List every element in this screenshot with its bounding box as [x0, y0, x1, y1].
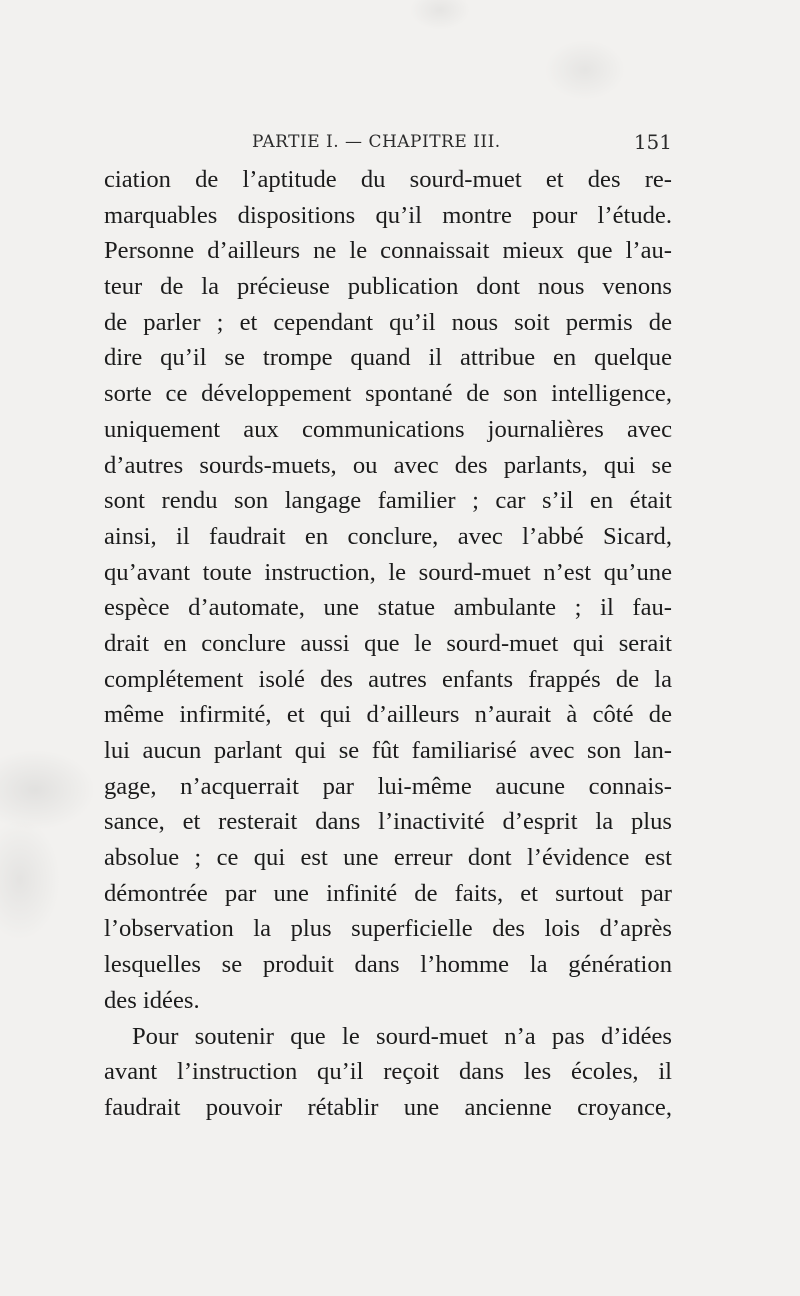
page-number: 151 — [633, 130, 672, 154]
page-header — [104, 128, 672, 158]
text-line: lesquelles se produit dans l’homme la génération — [104, 951, 672, 979]
text-line: drait en conclure aussi que le sourd-muet qui serait — [104, 629, 672, 657]
running-title: PARTIE I. — CHAPITRE III. — [252, 132, 501, 152]
text-line: dire qu’il se trompe quand il attribue en quelque — [104, 344, 672, 372]
text-line: des idées. — [104, 986, 200, 1014]
text-line: complétement isolé des autres enfants frappés de la — [104, 665, 672, 693]
text-line: ainsi, il faudrait en conclure, avec l’abbé Sicard, — [104, 522, 672, 550]
text-line: gage, n’acquerrait par lui-même aucune connais- — [104, 772, 672, 800]
text-line: sance, et resterait dans l’inactivité d’esprit la plus — [104, 808, 672, 836]
text-line: lui aucun parlant qui se fût familiarisé avec son lan- — [104, 737, 672, 764]
text-line: faudrait pouvoir rétablir une ancienne croyance, — [104, 1093, 672, 1121]
text-line: Personne d’ailleurs ne le connaissait mieux que l’au- — [104, 237, 672, 265]
text-line: démontrée par une infinité de faits, et surtout par — [104, 879, 672, 907]
text-line: absolue ; ce qui est une erreur dont l’évidence est — [104, 844, 672, 872]
text-line: l’observation la plus superficielle des lois d’après — [104, 915, 672, 943]
text-line: uniquement aux communications journalières avec — [104, 415, 672, 443]
text-line: espèce d’automate, une statue ambulante ; il fau- — [104, 594, 672, 622]
text-line: même infirmité, et qui d’ailleurs n’aurait à côté de — [104, 701, 672, 729]
text-line: avant l’instruction qu’il reçoit dans les écoles, il — [104, 1058, 672, 1086]
text-line: d’autres sourds-muets, ou avec des parlants, qui se — [104, 451, 672, 479]
text-line: qu’avant toute instruction, le sourd-muet n’est qu’une — [104, 558, 672, 586]
text-line: sorte ce développement spontané de son intelligence, — [104, 380, 672, 408]
text-line: marquables dispositions qu’il montre pour l’étude. — [104, 201, 672, 229]
text-line: teur de la précieuse publication dont nous venons — [104, 273, 672, 301]
text-line: de parler ; et cependant qu’il nous soit permis de — [104, 308, 672, 336]
body-text — [104, 162, 672, 1126]
text-line: ciation de l’aptitude du sourd-muet et des re- — [104, 166, 672, 193]
paragraph-first-line: Pour soutenir que le sourd-muet n’a pas d’idées — [132, 1022, 672, 1050]
text-line: sont rendu son langage familier ; car s’il en était — [104, 487, 672, 515]
